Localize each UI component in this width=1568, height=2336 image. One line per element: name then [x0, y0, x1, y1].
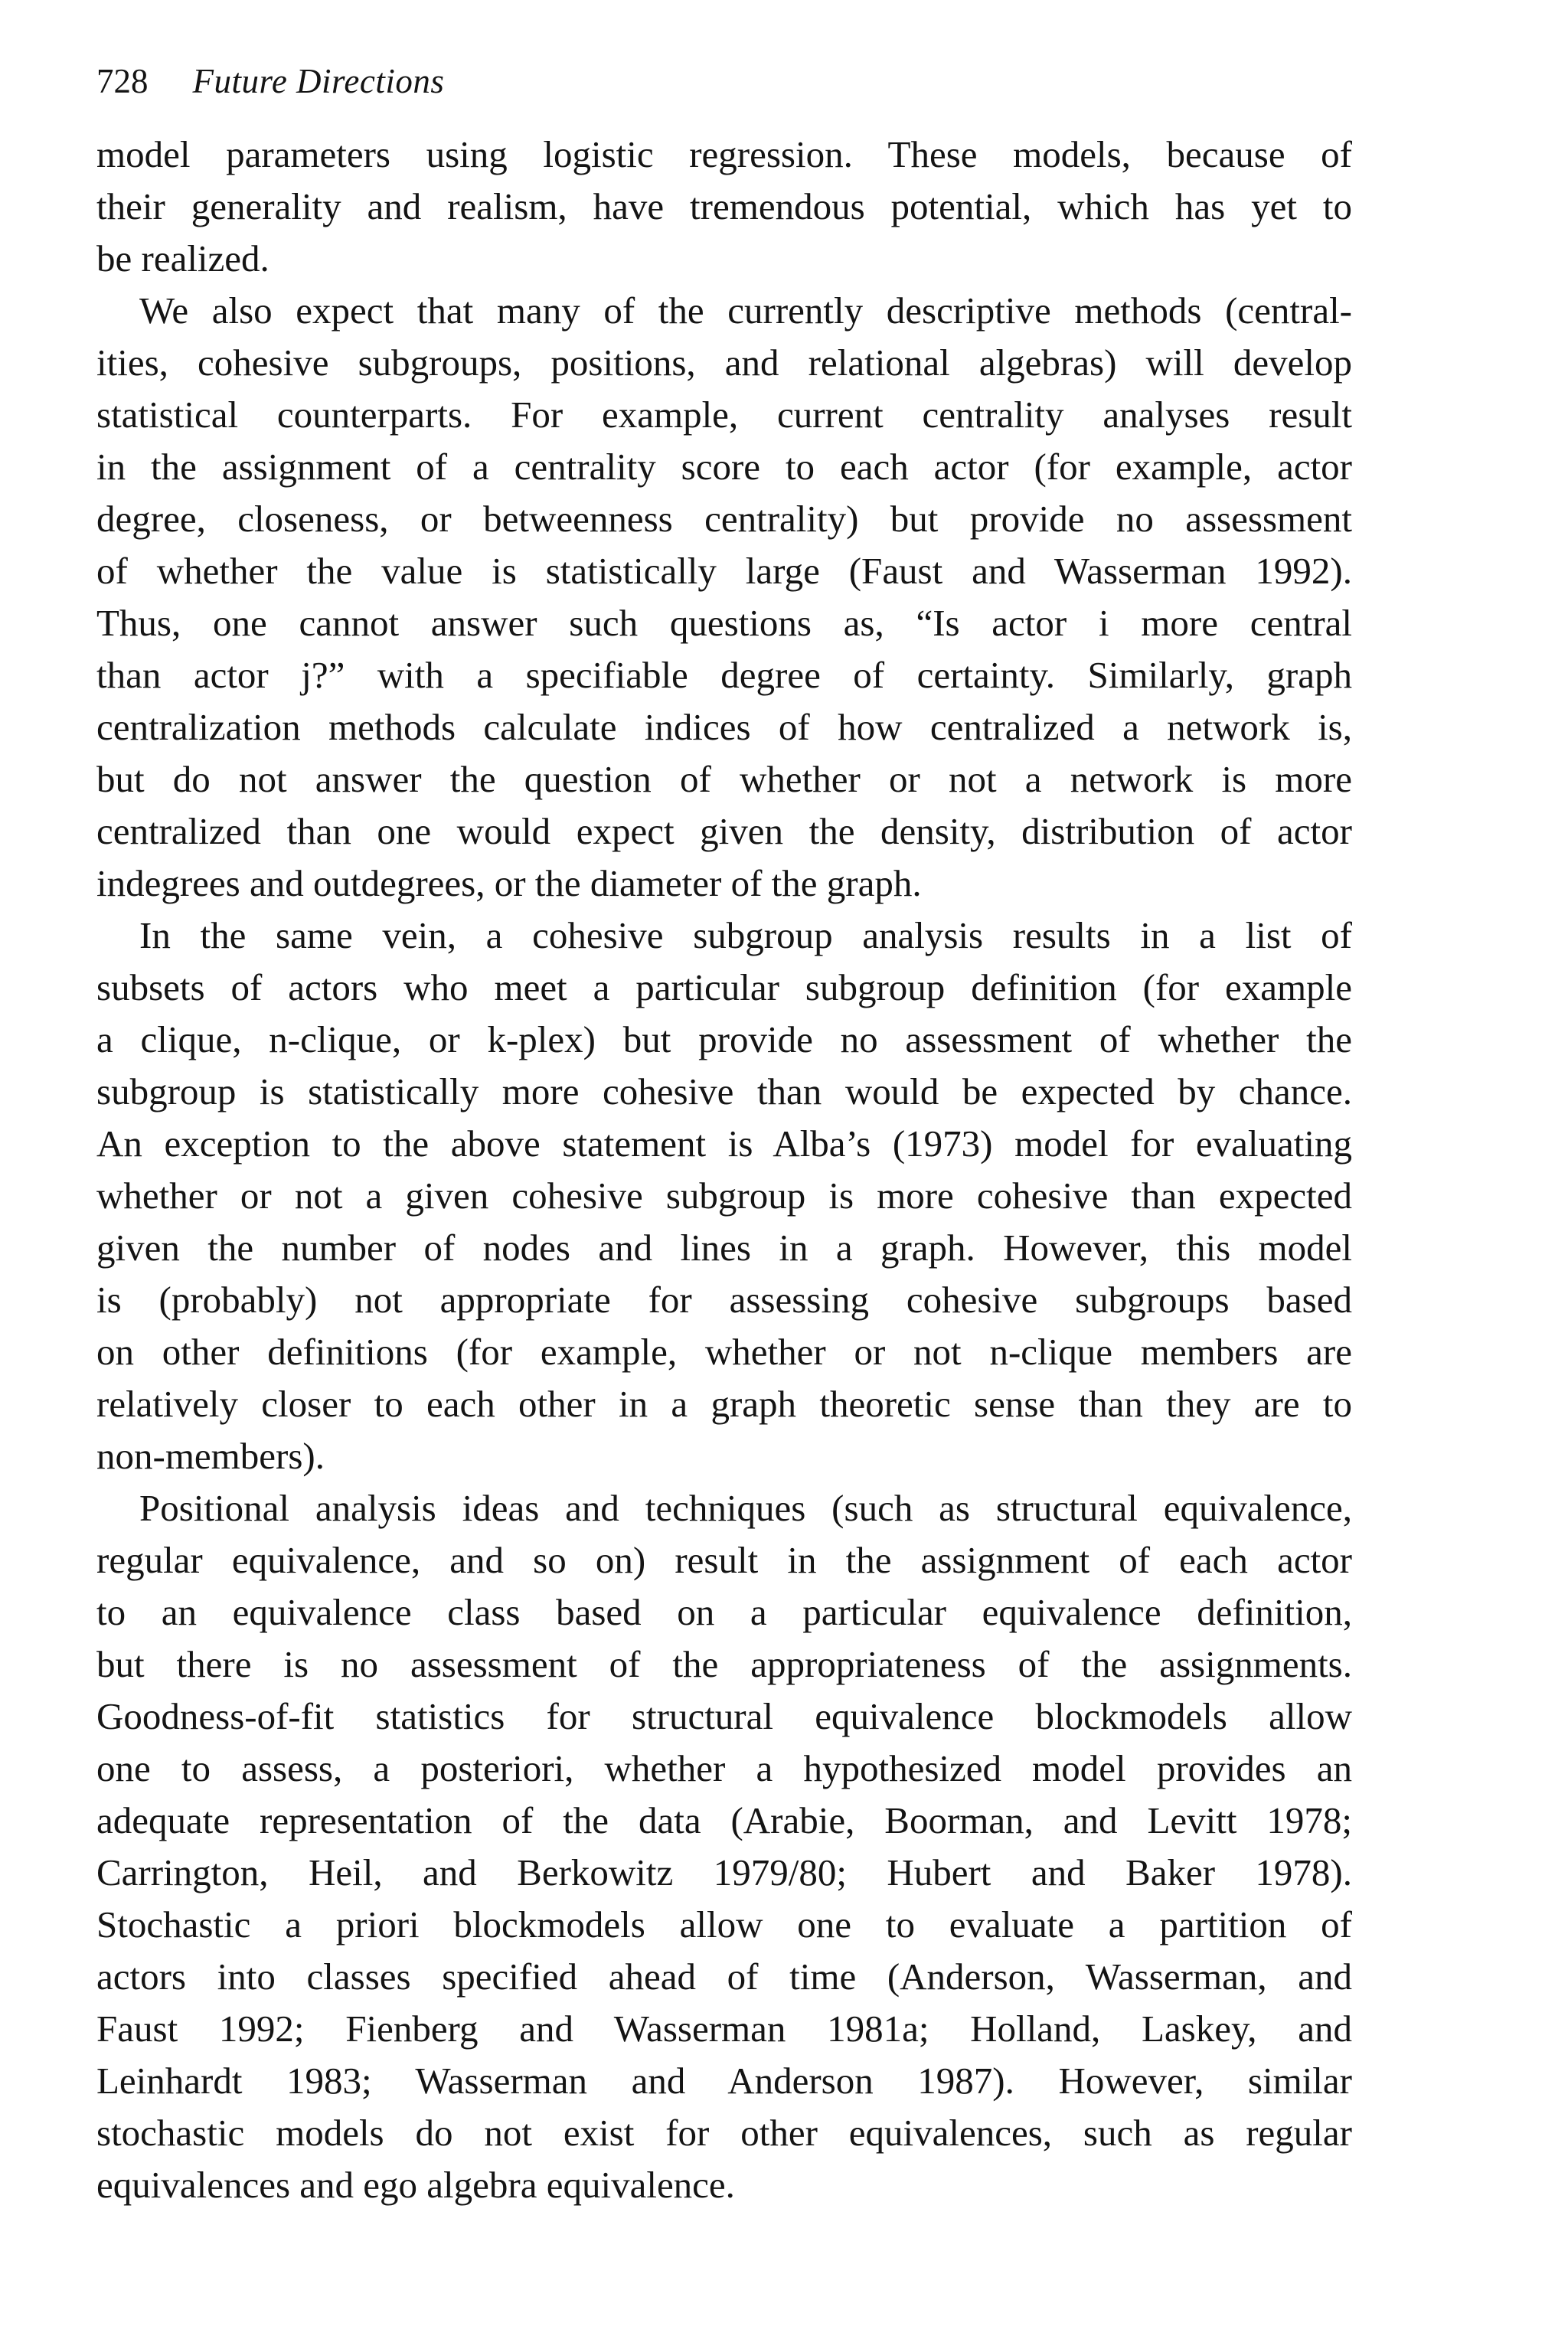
paragraph	[96, 910, 1352, 1482]
text-line: than actor j?” with a specifiable degree of certainty. Similarly, graph	[96, 654, 1352, 696]
text-line: whether or not a given cohesive subgroup is more cohesive than expected	[96, 1175, 1352, 1217]
text-line: one to assess, a posteriori, whether a hypothesized model provides an	[96, 1747, 1352, 1789]
text-line: centralization methods calculate indices of how centralized a network is,	[96, 706, 1352, 748]
text-line: In the same vein, a cohesive subgroup analysis results in a list of	[139, 914, 1352, 956]
text-line: of whether the value is statistically large (Faust and Wasserman 1992).	[96, 550, 1352, 592]
running-head	[96, 60, 444, 103]
text-line: a clique, n-clique, or k-plex) but provide no assessment of whether the	[96, 1018, 1352, 1060]
text-line: We also expect that many of the currently descriptive methods (central-	[139, 289, 1352, 332]
text-line: given the number of nodes and lines in a graph. However, this model	[96, 1227, 1352, 1269]
text-line: centralized than one would expect given the density, distribution of actor	[96, 810, 1352, 852]
text-line: subgroup is statistically more cohesive than would be expected by chance.	[96, 1070, 1352, 1112]
text-line: model parameters using logistic regression. These models, because of	[96, 133, 1352, 175]
text-line: but do not answer the question of whether or not a network is more	[96, 758, 1352, 800]
text-line: relatively closer to each other in a graph theoretic sense than they are to	[96, 1383, 1352, 1425]
text-line: to an equivalence class based on a particular equivalence definition,	[96, 1591, 1352, 1633]
paragraph	[96, 129, 1352, 285]
text-line: on other definitions (for example, whether or not n-clique members are	[96, 1331, 1352, 1373]
text-line: Carrington, Heil, and Berkowitz 1979/80; Hubert and Baker 1978).	[96, 1851, 1352, 1893]
text-line: stochastic models do not exist for other equivalences, such as regular	[96, 2112, 1352, 2154]
text-line: but there is no assessment of the appropriateness of the assignments.	[96, 1643, 1352, 1685]
text-line: Leinhardt 1983; Wasserman and Anderson 1987). However, similar	[96, 2060, 1352, 2102]
text-line: non-members).	[96, 1435, 325, 1477]
text-line: ities, cohesive subgroups, positions, and relational algebras) will develop	[96, 341, 1352, 384]
text-line: actors into classes specified ahead of time (Anderson, Wasserman, and	[96, 1955, 1352, 1998]
body-text	[96, 129, 1352, 2211]
text-line: indegrees and outdegrees, or the diameter of the graph.	[96, 862, 922, 904]
text-line: be realized.	[96, 237, 270, 279]
text-line: in the assignment of a centrality score to each actor (for example, actor	[96, 446, 1352, 488]
text-line: Positional analysis ideas and techniques (such as structural equivalence,	[139, 1487, 1352, 1529]
text-line: Thus, one cannot answer such questions as, “Is actor i more central	[96, 602, 1352, 644]
text-line: statistical counterparts. For example, current centrality analyses result	[96, 394, 1352, 436]
section-title: Future Directions	[192, 62, 445, 100]
text-line: adequate representation of the data (Arabie, Boorman, and Levitt 1978;	[96, 1799, 1352, 1841]
text-line: subsets of actors who meet a particular subgroup definition (for example	[96, 966, 1352, 1008]
text-line: degree, closeness, or betweenness centrality) but provide no assessment	[96, 498, 1352, 540]
text-line: An exception to the above statement is Alba’s (1973) model for evaluating	[96, 1122, 1352, 1165]
paragraph	[96, 1482, 1352, 2211]
text-line: Goodness-of-fit statistics for structural equivalence blockmodels allow	[96, 1695, 1352, 1737]
text-line: their generality and realism, have tremendous potential, which has yet to	[96, 185, 1352, 227]
text-line: Stochastic a priori blockmodels allow one to evaluate a partition of	[96, 1903, 1352, 1946]
text-line: equivalences and ego algebra equivalence.	[96, 2164, 735, 2206]
page-number: 728	[96, 62, 149, 100]
paragraph	[96, 285, 1352, 910]
text-line: regular equivalence, and so on) result in the assignment of each actor	[96, 1539, 1352, 1581]
text-line: Faust 1992; Fienberg and Wasserman 1981a; Holland, Laskey, and	[96, 2008, 1352, 2050]
text-line: is (probably) not appropriate for assessing cohesive subgroups based	[96, 1279, 1352, 1321]
